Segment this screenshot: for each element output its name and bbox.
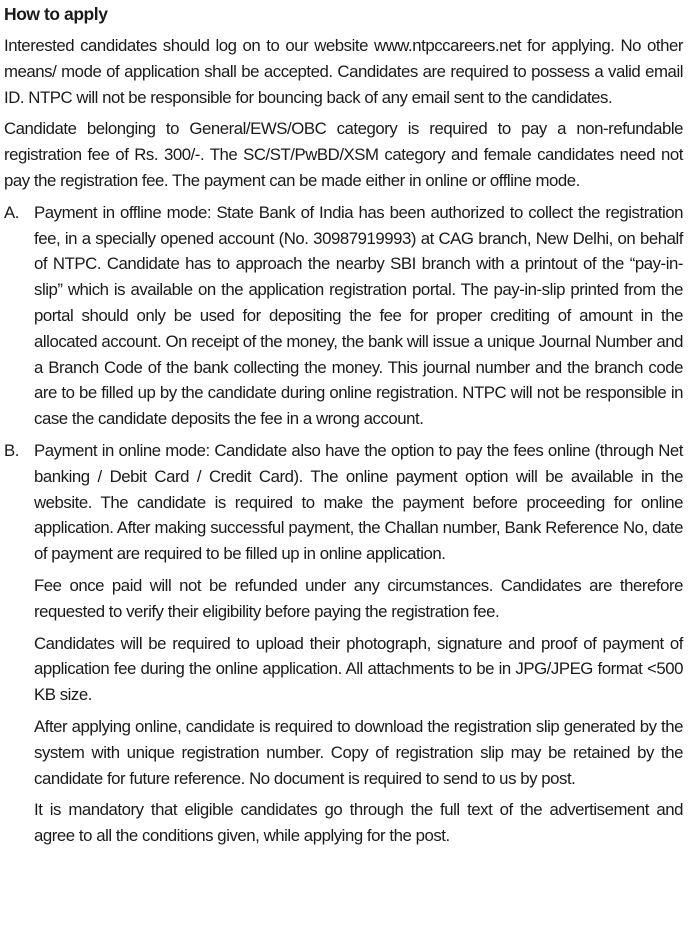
mandatory-paragraph: It is mandatory that eligible candidates go through the full text of the advertisement and agree to all the conditions given, while applying for the post. [34, 800, 683, 846]
list-item-label: B. [4, 440, 19, 460]
list-item-online-payment [4, 438, 683, 849]
registration-slip-paragraph: After applying online, candidate is required to download the registration slip generated by the system with unique registration number. Copy of registration slip may be retained by the candidate for future reference. No document is required to send to us by post. [34, 716, 683, 788]
intro-paragraph: Interested candidates should log on to our website www.ntpccareers.net for applying. No other means/ mode of application shall be accepted. Candidates are required to possess a valid email ID. NTPC will not be responsible for bouncing back of any email sent to the candidates. [4, 36, 683, 107]
online-payment-paragraph: Payment in online mode: Candidate also have the option to pay the fees online (through Net banking / Debit Card / Credit Card). The online payment option will be available in the website. The candidate is required to make the payment before proceeding for online application. After making successful payment, the Challan number, Bank Reference No, date of payment are required to be filled up in online application. [34, 440, 683, 564]
upload-paragraph: Candidates will be required to upload their photograph, signature and proof of payment of application fee during the online application. All attachments to be in JPG/JPEG format <500 KB size. [34, 633, 683, 705]
offline-payment-paragraph: Payment in offline mode: State Bank of India has been authorized to collect the registration fee, in a specially opened account (No. 30987919993) at CAG branch, New Delhi, on behalf of NTPC. Candidate has to approach the nearby SBI branch with a printout of the “pay-in-slip” which is available on the application registration portal. The pay-in-slip printed from the portal should only be used for depositing the fee for proper crediting of amount in the allocated account. On receipt of the money, the bank will issue a unique Journal Number and a Branch Code of the bank collecting the money. This journal number and the branch code are to be filled up by the candidate during online registration. NTPC will not be responsible in case the candidate deposits the fee in a wrong account. [34, 202, 683, 429]
list-item-offline-payment [4, 200, 683, 432]
fee-paragraph: Candidate belonging to General/EWS/OBC category is required to pay a non-refundable registration fee of Rs. 300/-. The SC/ST/PwBD/XSM category and female candidates need not pay the registration fee. The payment can be made either in online or offline mode. [4, 119, 683, 190]
list-item-label: A. [4, 202, 19, 222]
list-item-body [34, 438, 683, 849]
section-heading: How to apply [4, 4, 108, 24]
refund-paragraph: Fee once paid will not be refunded under any circumstances. Candidates are therefore requested to verify their eligibility before paying the registration fee. [34, 575, 683, 621]
list-item-body [34, 200, 683, 432]
